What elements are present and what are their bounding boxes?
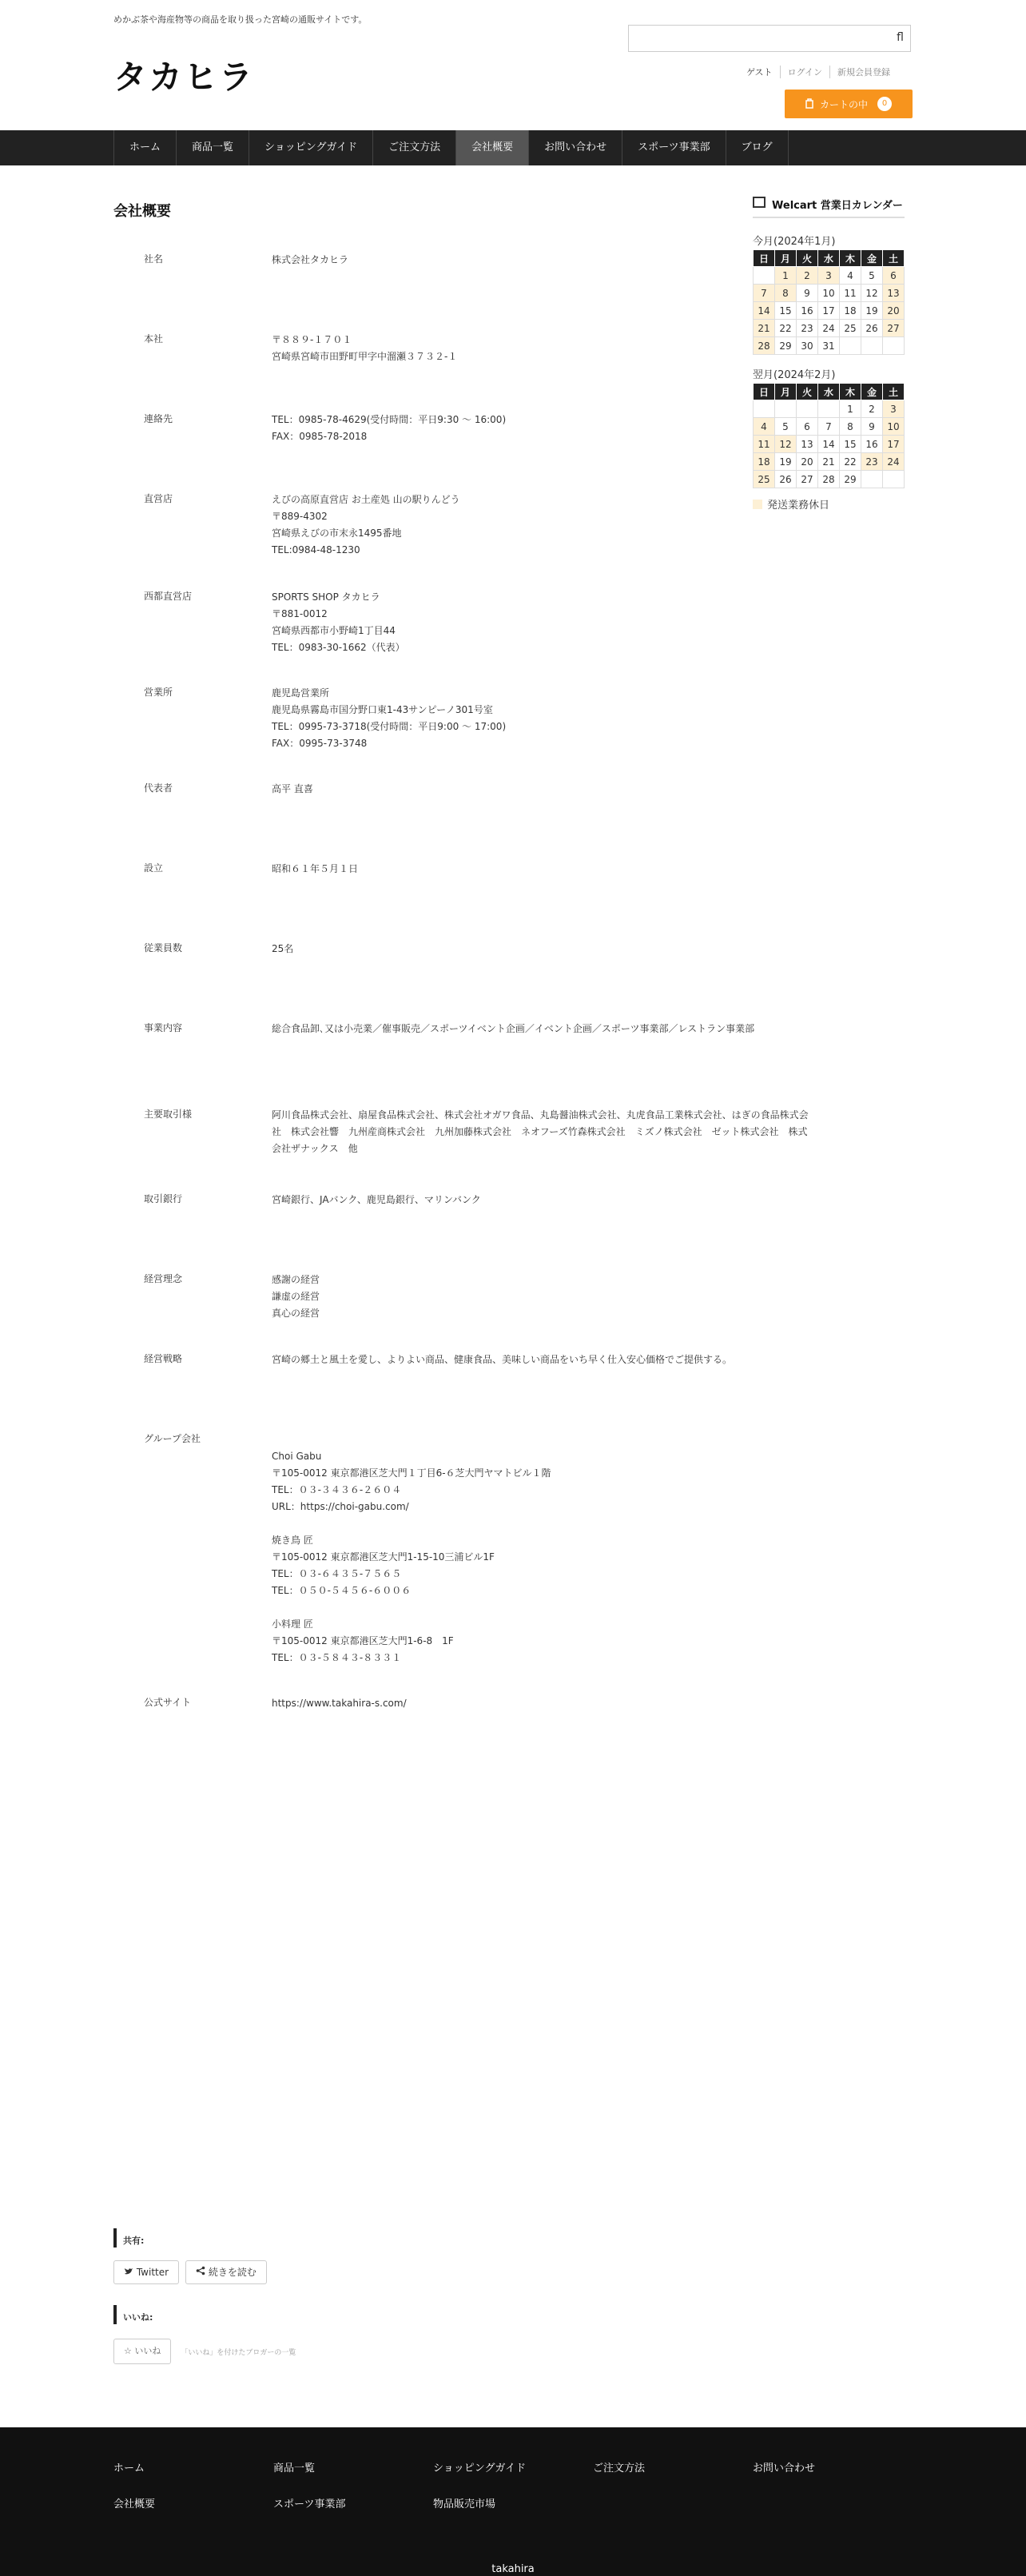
row-value: 昭和６１年５月１日 bbox=[272, 863, 359, 874]
weekday-header: 日 bbox=[754, 384, 775, 400]
calendar-day: 12 bbox=[861, 285, 883, 302]
site-logo[interactable]: タカヒラ bbox=[113, 58, 255, 97]
twitter-icon bbox=[124, 2267, 137, 2278]
holiday-swatch bbox=[753, 500, 762, 509]
calendar-day: 22 bbox=[775, 320, 797, 337]
calendar-day bbox=[754, 267, 775, 285]
calendar-day: 13 bbox=[883, 285, 905, 302]
twitter-label: Twitter bbox=[136, 2267, 169, 2278]
weekday-header: 木 bbox=[840, 384, 861, 400]
guest-label: ゲスト bbox=[746, 67, 773, 78]
calendar-day: 18 bbox=[840, 302, 861, 320]
calendar-day: 25 bbox=[840, 320, 861, 337]
weekday-header: 水 bbox=[818, 384, 840, 400]
calendar-day: 28 bbox=[754, 337, 775, 355]
weekday-header: 土 bbox=[883, 250, 905, 267]
row-value: SPORTS SHOP タカヒラ 〒881-0012 宮崎県西都市小野崎1丁目44 TEL：0983-30-1662（代表） bbox=[272, 591, 405, 653]
nav-item[interactable]: ご注文方法 bbox=[373, 130, 456, 165]
row-value: TEL：0985-78-4629(受付時間：平日9:30 〜 16:00) FAX：0985-78-2018 bbox=[272, 414, 507, 442]
calendar-legend bbox=[753, 496, 905, 512]
calendar-day: 19 bbox=[775, 453, 797, 471]
row-value: 宮崎の郷土と風土を愛し、よりよい商品、健康食品、美味しい商品をいち早く仕入安心価格でご提供する。 bbox=[272, 1354, 733, 1365]
row-label: 社名 bbox=[144, 253, 164, 265]
copyright: takahira bbox=[491, 2563, 535, 2575]
calendar-day: 28 bbox=[818, 471, 840, 488]
calendar-day: 10 bbox=[883, 418, 905, 436]
row-label: 設立 bbox=[144, 862, 164, 874]
calendar-day: 31 bbox=[818, 337, 840, 355]
weekday-header: 土 bbox=[883, 384, 905, 400]
more-share-button[interactable] bbox=[185, 2260, 267, 2284]
footer-link[interactable]: お問い合わせ bbox=[753, 2463, 816, 2474]
like-button[interactable] bbox=[113, 2339, 171, 2364]
calendar-table bbox=[753, 383, 905, 488]
weekday-header: 月 bbox=[775, 250, 797, 267]
calendar-day: 22 bbox=[840, 453, 861, 471]
calendar-day: 11 bbox=[840, 285, 861, 302]
row-value: 25名 bbox=[272, 943, 294, 954]
register-link[interactable]: 新規会員登録 bbox=[829, 66, 897, 78]
share-section bbox=[113, 2228, 273, 2284]
twitter-share-button[interactable] bbox=[113, 2260, 179, 2284]
calendar-day: 4 bbox=[754, 418, 775, 436]
star-icon: ☆ bbox=[124, 2346, 132, 2356]
row-label: 経営戦略 bbox=[144, 1353, 183, 1364]
calendar-day: 11 bbox=[754, 436, 775, 453]
calendar-day: 14 bbox=[818, 436, 840, 453]
search-input[interactable] bbox=[629, 26, 897, 50]
calendar-day: 21 bbox=[754, 320, 775, 337]
footer-link[interactable]: 商品一覧 bbox=[273, 2463, 316, 2474]
calendar-day bbox=[861, 337, 883, 355]
calendar-day: 18 bbox=[754, 453, 775, 471]
page-title: 会社概要 bbox=[113, 203, 171, 220]
calendar-day: 15 bbox=[775, 302, 797, 320]
like-description: 「いいね」を付けたブロガーの一覧 bbox=[181, 2348, 296, 2357]
row-value: 〒８８９-１７０１ 宮崎県宮崎市田野町甲字中溜瀬３７３２-１ bbox=[272, 334, 458, 362]
weekday-header: 木 bbox=[840, 250, 861, 267]
weekday-header: 火 bbox=[797, 250, 818, 267]
calendar-day: 17 bbox=[818, 302, 840, 320]
row-value[interactable]: https://www.takahira-s.com/ bbox=[272, 1698, 407, 1709]
calendar-day: 10 bbox=[818, 285, 840, 302]
nav-item[interactable]: ホーム bbox=[114, 130, 177, 165]
calendar-day: 5 bbox=[861, 267, 883, 285]
row-label: 従業員数 bbox=[144, 942, 183, 954]
calendar-day: 4 bbox=[840, 267, 861, 285]
row-label: 営業所 bbox=[144, 687, 173, 698]
row-label: 公式サイト bbox=[144, 1697, 192, 1708]
calendar-day: 8 bbox=[840, 418, 861, 436]
row-label: 連絡先 bbox=[144, 413, 173, 424]
row-value: 宮崎銀行、JAバンク、鹿児島銀行、マリンバンク bbox=[272, 1194, 481, 1205]
calendar-day: 2 bbox=[861, 400, 883, 418]
calendar-day: 17 bbox=[883, 436, 905, 453]
row-value: 阿川食品株式会社、扇屋食品株式会社、株式会社オガワ食品、丸島醤油株式会社、丸虎食品工業株式会社、はぎの食品株式会社 株式会社響 九州産商株式会社 九州加藤株式会社 ネオフーズ竹森株式会社 ミズノ株式会社 ゼット株式会社 株式会社ザナックス 他 bbox=[272, 1109, 809, 1154]
footer-link[interactable]: 物品販売市場 bbox=[433, 2498, 496, 2510]
nav-item[interactable]: ショッピングガイド bbox=[249, 130, 373, 165]
row-label: 代表者 bbox=[144, 782, 173, 794]
calendar-day: 1 bbox=[775, 267, 797, 285]
calendar-day: 29 bbox=[775, 337, 797, 355]
like-label: いいね: bbox=[113, 2305, 296, 2324]
row-value: 感謝の経営 謙虚の経営 真心の経営 bbox=[272, 1274, 320, 1319]
calendar-icon bbox=[753, 197, 766, 208]
calendar-day: 24 bbox=[818, 320, 840, 337]
footer-link[interactable]: ご注文方法 bbox=[593, 2463, 646, 2474]
calendar-day: 3 bbox=[818, 267, 840, 285]
site-tagline: めかぶ茶や海産物等の商品を取り扱った宮崎の通販サイトです。 bbox=[113, 14, 368, 25]
calendar-day: 5 bbox=[775, 418, 797, 436]
cart-button[interactable] bbox=[785, 90, 913, 118]
calendar-day bbox=[861, 471, 883, 488]
calendar-day: 6 bbox=[797, 418, 818, 436]
calendar-day: 13 bbox=[797, 436, 818, 453]
weekday-header: 日 bbox=[754, 250, 775, 267]
calendar-day bbox=[775, 400, 797, 418]
calendar-day: 3 bbox=[883, 400, 905, 418]
nav-item[interactable]: 会社概要 bbox=[456, 130, 529, 165]
calendar-day: 21 bbox=[818, 453, 840, 471]
weekday-header: 金 bbox=[861, 384, 883, 400]
calendar-caption: 今月(2024年1月) bbox=[753, 236, 836, 248]
row-label: 主要取引様 bbox=[144, 1109, 193, 1120]
nav-item[interactable]: スポーツ事業部 bbox=[622, 130, 726, 165]
calendar-day bbox=[818, 400, 840, 418]
row-value: 株式会社タカヒラ bbox=[272, 254, 349, 265]
site-footer bbox=[0, 2427, 1026, 2576]
calendar-day: 23 bbox=[861, 453, 883, 471]
sidebar bbox=[753, 197, 905, 512]
calendar-day: 26 bbox=[775, 471, 797, 488]
calendar-day: 16 bbox=[861, 436, 883, 453]
calendar-day bbox=[883, 337, 905, 355]
global-nav bbox=[0, 130, 1026, 165]
calendar-day: 25 bbox=[754, 471, 775, 488]
calendar-table bbox=[753, 249, 905, 355]
row-value: 高平 直喜 bbox=[272, 783, 313, 794]
calendar-day bbox=[840, 337, 861, 355]
footer-nav bbox=[113, 2459, 913, 2510]
footer-link[interactable]: スポーツ事業部 bbox=[273, 2498, 346, 2510]
calendar-day: 8 bbox=[775, 285, 797, 302]
like-section bbox=[113, 2305, 296, 2364]
calendar-day: 14 bbox=[754, 302, 775, 320]
calendar-day: 26 bbox=[861, 320, 883, 337]
row-value: えびの高原直営店 お土産処 山の駅りんどう 〒889-4302 宮崎県えびの市末永1495番地 TEL:0984-48-1230 bbox=[272, 494, 460, 555]
row-label: 西都直営店 bbox=[144, 591, 193, 602]
footer-link[interactable]: ホーム bbox=[113, 2463, 145, 2474]
login-link[interactable]: ログイン bbox=[780, 66, 829, 78]
calendar-day: 15 bbox=[840, 436, 861, 453]
row-label: 本社 bbox=[144, 333, 164, 344]
calendar-day: 23 bbox=[797, 320, 818, 337]
calendar-day: 12 bbox=[775, 436, 797, 453]
calendar-day: 29 bbox=[840, 471, 861, 488]
calendar-day: 27 bbox=[883, 320, 905, 337]
calendar-day: 30 bbox=[797, 337, 818, 355]
calendar-day: 19 bbox=[861, 302, 883, 320]
calendar-day: 2 bbox=[797, 267, 818, 285]
cart-icon bbox=[805, 98, 813, 111]
nav-item[interactable]: お問い合わせ bbox=[529, 130, 622, 165]
footer-link[interactable]: 会社概要 bbox=[113, 2498, 156, 2510]
calendar-day bbox=[754, 400, 775, 418]
calendar-day: 24 bbox=[883, 453, 905, 471]
row-value: 総合食品卸､又は小売業／催事販売／スポーツイベント企画／イベント企画／スポーツ事業部／レストラン事業部 bbox=[272, 1023, 755, 1034]
like-button-label: いいね bbox=[134, 2346, 161, 2356]
weekday-header: 火 bbox=[797, 384, 818, 400]
legend-label: 発送業務休日 bbox=[767, 500, 830, 512]
nav-item[interactable]: ブログ bbox=[726, 130, 789, 165]
more-share-label: 続きを読む bbox=[208, 2267, 256, 2278]
calendar-day: 1 bbox=[840, 400, 861, 418]
search-box bbox=[628, 25, 911, 52]
nav-item[interactable]: 商品一覧 bbox=[177, 130, 249, 165]
calendar-day: 27 bbox=[797, 471, 818, 488]
row-value: Choi Gabu 〒105-0012 東京都港区芝大門１丁目6-６芝大門ヤマトビル１階 TEL：０３-３４３６-２６０４ URL：https://choi-gabu.com/ 焼き鳥 匠 〒105-0012 東京都港区芝大門1-15-10三浦ビル1F TEL：０３-６４３５-７５６５ TEL：０５０-５４５６-６００６ 小料理 匠 〒105-0012 東京都港区芝大門1-6-8 1F TEL：０３-５８４３-８３３１ bbox=[272, 1451, 551, 1663]
calendar-day bbox=[797, 400, 818, 418]
share-label: 共有: bbox=[113, 2228, 273, 2248]
calendar-widget-title bbox=[753, 197, 905, 218]
calendar-day: 9 bbox=[861, 418, 883, 436]
row-label: 事業内容 bbox=[144, 1022, 183, 1033]
row-label: グループ会社 bbox=[144, 1433, 201, 1444]
weekday-header: 月 bbox=[775, 384, 797, 400]
calendar-caption: 翌月(2024年2月) bbox=[753, 369, 836, 381]
row-value: 鹿児島営業所 鹿児島県霧島市国分野口東1-43サンピーノ301号室 TEL：0995-73-3718(受付時間：平日9:00 〜 17:00) FAX：0995-73-3748 bbox=[272, 687, 507, 749]
row-label: 経営理念 bbox=[144, 1273, 183, 1284]
member-links bbox=[746, 66, 897, 78]
calendar-day bbox=[883, 471, 905, 488]
calendar-day: 20 bbox=[883, 302, 905, 320]
calendar-title: Welcart 営業日カレンダー bbox=[772, 200, 903, 212]
calendar-day: 7 bbox=[818, 418, 840, 436]
calendar-day: 6 bbox=[883, 267, 905, 285]
row-label: 直営店 bbox=[144, 493, 173, 504]
calendar-day: 16 bbox=[797, 302, 818, 320]
row-label: 取引銀行 bbox=[144, 1193, 183, 1204]
share-icon bbox=[196, 2267, 209, 2278]
footer-link[interactable]: ショッピングガイド bbox=[433, 2463, 527, 2474]
calendar-day: 7 bbox=[754, 285, 775, 302]
search-icon[interactable]: fl bbox=[897, 31, 904, 44]
weekday-header: 金 bbox=[861, 250, 883, 267]
cart-count-badge: 0 bbox=[877, 97, 892, 111]
cart-label: カートの中 bbox=[819, 98, 868, 110]
calendar-day: 20 bbox=[797, 453, 818, 471]
calendar-day: 9 bbox=[797, 285, 818, 302]
weekday-header: 水 bbox=[818, 250, 840, 267]
